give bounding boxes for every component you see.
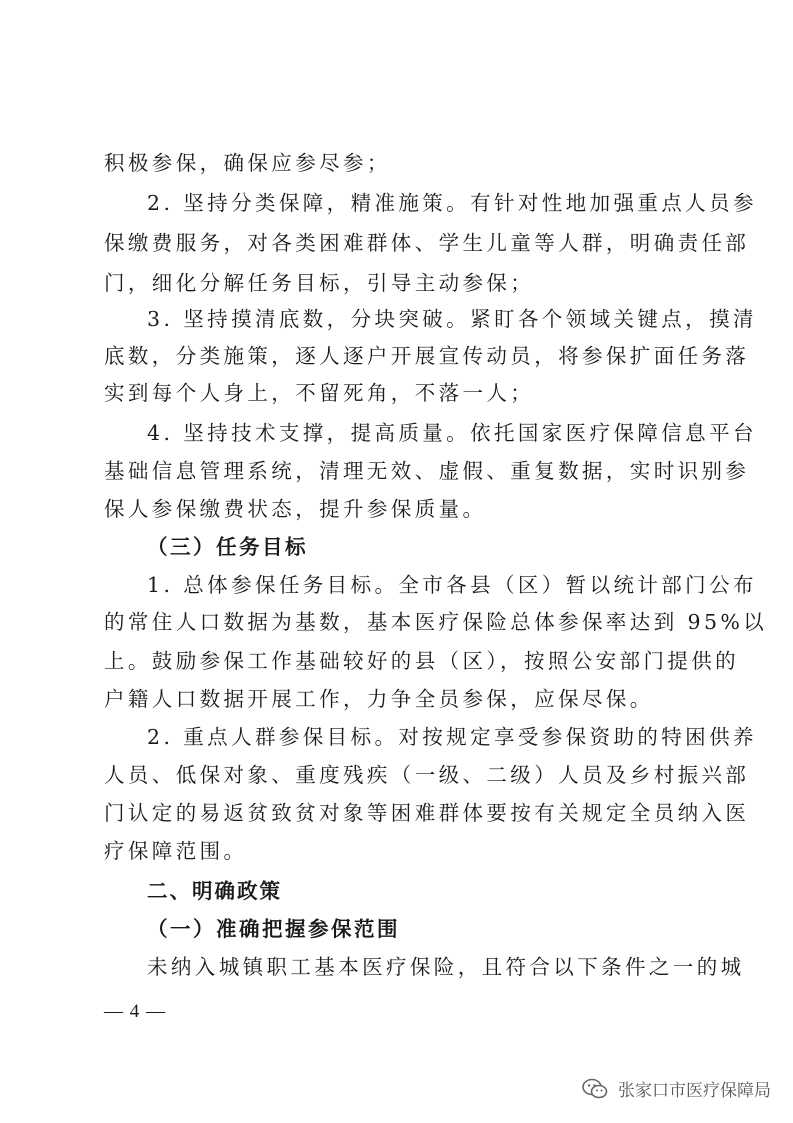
- chapter-heading: 二、明确政策: [147, 879, 282, 903]
- text-line: 2. 重点人群参保目标。对按规定享受参保资助的特困供养: [147, 725, 757, 749]
- text-line: 3. 坚持摸清底数，分块突破。紧盯各个领域关键点，摸清: [147, 307, 757, 331]
- wechat-icon: [582, 1078, 608, 1100]
- text-line: 1. 总体参保任务目标。全市各县（区）暂以统计部门公布: [147, 573, 757, 597]
- section-heading: （一）准确把握参保范围: [147, 917, 400, 941]
- text-line: 实到每个人身上，不留死角，不落一人；: [104, 381, 535, 405]
- text-line: 户籍人口数据开展工作，力争全员参保，应保尽保。: [104, 687, 654, 711]
- text-line: 积极参保，确保应参尽参；: [104, 151, 391, 175]
- text-line: 4. 坚持技术支撑，提高质量。依托国家医疗保障信息平台: [147, 421, 757, 445]
- watermark: [582, 1076, 771, 1101]
- text-line: 基础信息管理系统，清理无效、虚假、重复数据，实时识别参: [104, 459, 750, 483]
- text-line: 人员、低保对象、重度残疾（一级、二级）人员及乡村振兴部: [104, 763, 750, 787]
- text-line: 的常住人口数据为基数，基本医疗保险总体参保率达到 95%以: [104, 610, 768, 634]
- text-line: 保人参保缴费状态，提升参保质量。: [104, 497, 487, 521]
- text-line: 底数，分类施策，逐人逐户开展宣传动员，将参保扩面任务落: [104, 344, 750, 368]
- text-line: 门，细化分解任务目标，引导主动参保；: [104, 271, 535, 295]
- text-line: 疗保障范围。: [104, 839, 248, 863]
- text-line: 未纳入城镇职工基本医疗保险，且符合以下条件之一的城: [147, 955, 745, 979]
- section-heading: （三）任务目标: [147, 535, 308, 559]
- text-line: 保缴费服务，对各类困难群体、学生儿童等人群，明确责任部: [104, 231, 750, 255]
- text-line: 上。鼓励参保工作基础较好的县（区），按照公安部门提供的: [104, 649, 740, 673]
- page-number: — 4 —: [104, 1001, 166, 1022]
- text-line: 2. 坚持分类保障，精准施策。有针对性地加强重点人员参: [147, 191, 757, 215]
- text-line: 门认定的易返贫致贫对象等困难群体要按有关规定全员纳入医: [104, 801, 750, 825]
- watermark-text: 张家口市医疗保障局: [618, 1081, 771, 1101]
